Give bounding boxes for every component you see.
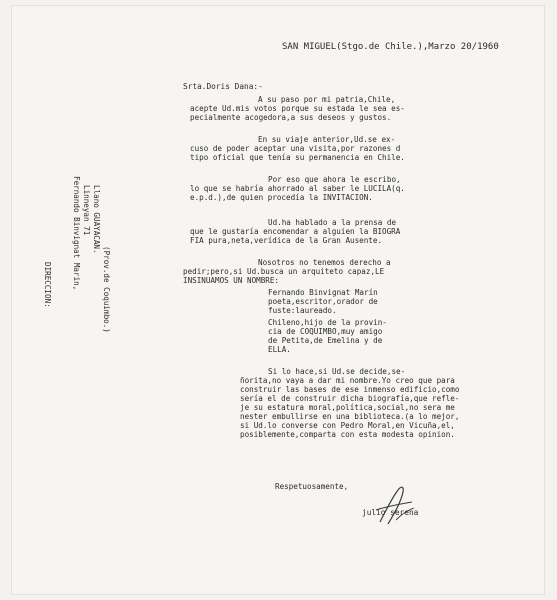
salutation: Srta.Doris Dana:- xyxy=(183,82,263,91)
body-line: fuste:laureado. xyxy=(268,306,337,315)
body-line: nester embullirse en una biblioteca.(a lo mejor, xyxy=(240,412,460,421)
body-line: tipo oficial que tenía su permanencia en Chile. xyxy=(190,153,405,162)
body-line: de Petita,de Emelina y de xyxy=(268,336,383,345)
body-line: Ud.ha hablado a la prensa de xyxy=(268,218,397,227)
body-line: lo que se habría ahorrado al saber le LUCILA(q. xyxy=(190,184,405,193)
body-line: En su viaje anterior,Ud.se ex- xyxy=(258,135,396,144)
body-line: Chileno,hijo de la provin- xyxy=(268,318,387,327)
body-line: poeta,escritor,orador de xyxy=(268,297,378,306)
address-line: Linneyan 71 xyxy=(82,185,91,236)
body-line: Fernando Binvignat Marín xyxy=(268,288,378,297)
body-line: posiblemente,comparta con esta modesta opinion. xyxy=(240,430,455,439)
body-line: Por eso que ahora le escribo, xyxy=(268,175,401,184)
body-line: A su paso por mi patria,Chile, xyxy=(258,95,396,104)
body-line: Nosotros no tenemos derecho a xyxy=(258,258,391,267)
body-line: pecialmente acogedora,a sus deseos y gustos. xyxy=(190,113,392,122)
closing: Respetuosamente, xyxy=(275,482,349,491)
body-line: acepte Ud.mis votos porque su estada le sea es- xyxy=(190,104,405,113)
body-line: Si lo hace,si Ud.se decide,se- xyxy=(268,367,406,376)
address-line: Fernando Binvignat Marin, xyxy=(72,176,81,291)
signature-icon xyxy=(368,480,438,528)
body-line: ELLA. xyxy=(268,345,291,354)
body-line: INSINUAMOS UN NOMBRE: xyxy=(183,276,280,285)
body-line: cuso de poder aceptar una visita,por razones d xyxy=(190,144,401,153)
address-label: DIRECCION: xyxy=(43,262,52,308)
place-date: SAN MIGUEL(Stgo.de Chile.),Marzo 20/1960 xyxy=(282,42,499,52)
body-line: si Ud.lo converse con Pedro Moral,en Vicuña,el, xyxy=(240,421,455,430)
body-line: je su estatura moral,política,social,no sera me xyxy=(240,403,455,412)
address-line: Llano GUAYACAN. xyxy=(92,185,101,254)
body-line: que le gustaría encomendar a alguien la BIOGRA xyxy=(190,227,401,236)
body-line: FIA pura,neta,verídica de la Gran Ausente. xyxy=(190,236,383,245)
body-line: ñorita,no vaya a dar mi nombre.Yo creo que para xyxy=(240,376,455,385)
signature-name: julio serena xyxy=(362,508,419,517)
body-line: sería el de construir dicha biografía,que refle- xyxy=(240,394,460,403)
body-line: cia de COQUIMBO,muy amigo xyxy=(268,327,383,336)
body-line: e.p.d.),de quien procedía la INVITACION. xyxy=(190,193,373,202)
body-line: construir las bases de ese inmenso edificio,como xyxy=(240,385,460,394)
address-line: (Prov.de Coquimbo.) xyxy=(102,246,111,333)
body-line: pedir;pero,si Ud.busca un arquiteto capaz,LE xyxy=(183,267,385,276)
